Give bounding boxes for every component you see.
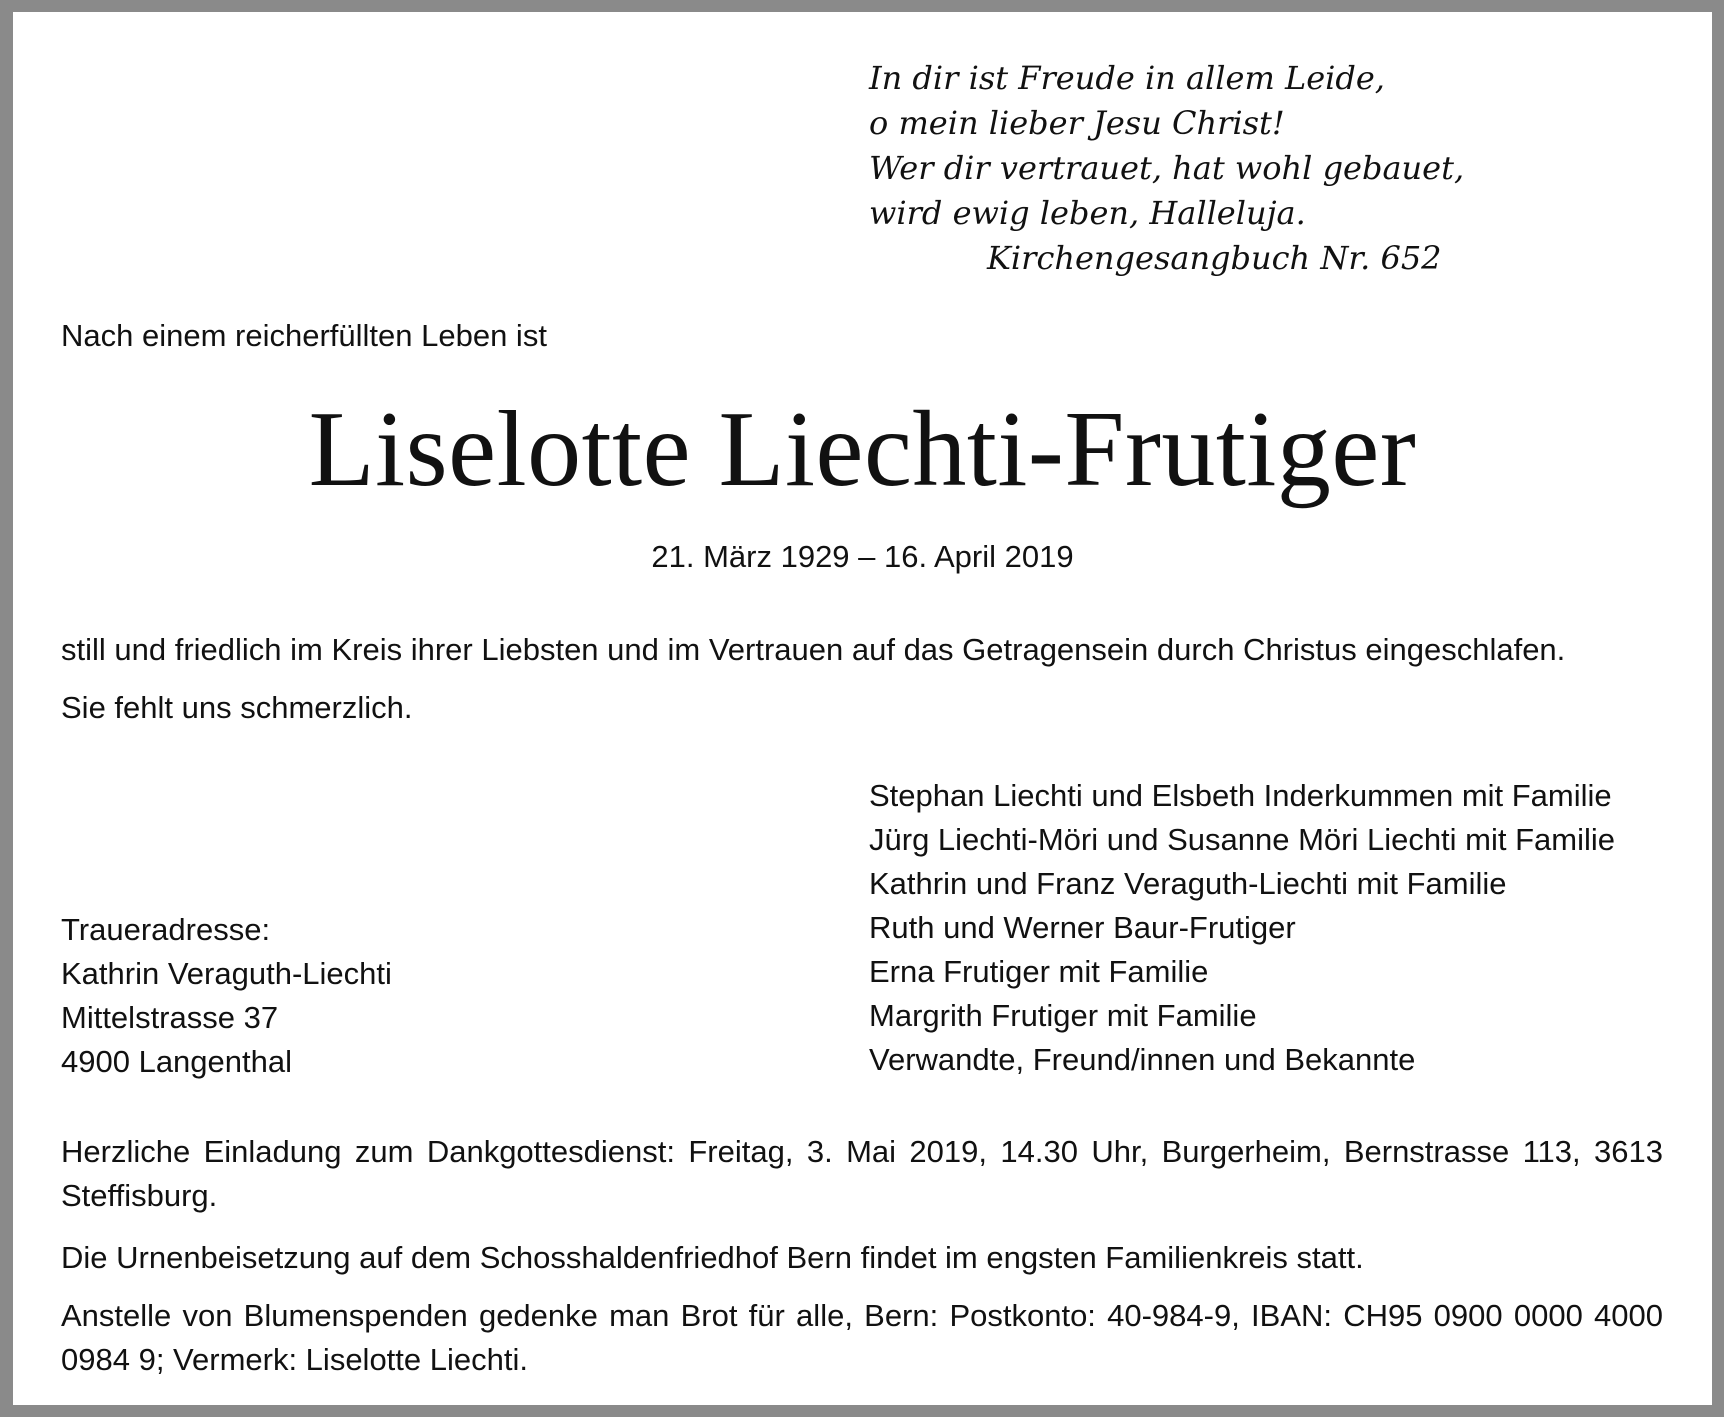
mourner-entry: Kathrin und Franz Veraguth-Liechti mit Familie bbox=[869, 866, 1507, 901]
verse-line: In dir ist Freude in allem Leide, bbox=[869, 59, 1385, 97]
deceased-name: Liselotte Liechti-Frutiger bbox=[308, 390, 1417, 509]
mourner-entry: Verwandte, Freund/innen und Bekannte bbox=[869, 1042, 1416, 1077]
address-street: Mittelstrasse 37 bbox=[61, 1000, 279, 1035]
verse-line: wird ewig leben, Halleluja. bbox=[869, 194, 1306, 232]
verse-line: Wer dir vertrauet, hat wohl gebauet, bbox=[869, 149, 1465, 187]
burial-note: Die Urnenbeisetzung auf dem Schosshaldenfriedhof Bern findet im engsten Familienkreis statt. bbox=[61, 1240, 1364, 1275]
mourner-entry: Stephan Liechti und Elsbeth Inderkummen mit Familie bbox=[869, 778, 1612, 813]
verse-source: Kirchengesangbuch Nr. 652 bbox=[987, 239, 1442, 277]
intro-text: Nach einem reicherfüllten Leben ist bbox=[61, 318, 547, 353]
mourner-entry: Ruth und Werner Baur-Frutiger bbox=[869, 910, 1296, 945]
service-invitation: Herzliche Einladung zum Dankgottesdienst: Freitag, 3. Mai 2019, 14.30 Uhr, Burgerheim, Bernstrasse 113, 3613 Steffisburg. bbox=[61, 1134, 1663, 1213]
missed-statement: Sie fehlt uns schmerzlich. bbox=[61, 690, 413, 725]
address-city: 4900 Langenthal bbox=[61, 1044, 293, 1079]
address-name: Kathrin Veraguth-Liechti bbox=[61, 956, 392, 991]
hymn-verse bbox=[869, 56, 1464, 281]
mourners-list bbox=[869, 774, 1615, 1082]
life-dates: 21. März 1929 – 16. April 2019 bbox=[651, 539, 1074, 574]
mourner-entry: Margrith Frutiger mit Familie bbox=[869, 998, 1257, 1033]
donation-note: Anstelle von Blumenspenden gedenke man Brot für alle, Bern: Postkonto: 40-984-9, IBAN: CH95 0900 0000 4000 0984 9; Vermerk: Liselotte Liechti. bbox=[61, 1298, 1663, 1377]
passing-statement: still und friedlich im Kreis ihrer Liebsten und im Vertrauen auf das Getragensein durch Christus eingeschlafen. bbox=[61, 632, 1566, 667]
address-label: Traueradresse: bbox=[61, 912, 271, 947]
verse-line: o mein lieber Jesu Christ! bbox=[869, 104, 1285, 142]
mourner-entry: Erna Frutiger mit Familie bbox=[869, 954, 1209, 989]
mourning-address bbox=[61, 908, 392, 1084]
mourner-entry: Jürg Liechti-Möri und Susanne Möri Liechti mit Familie bbox=[869, 822, 1616, 857]
obituary-notice bbox=[13, 12, 1712, 1405]
